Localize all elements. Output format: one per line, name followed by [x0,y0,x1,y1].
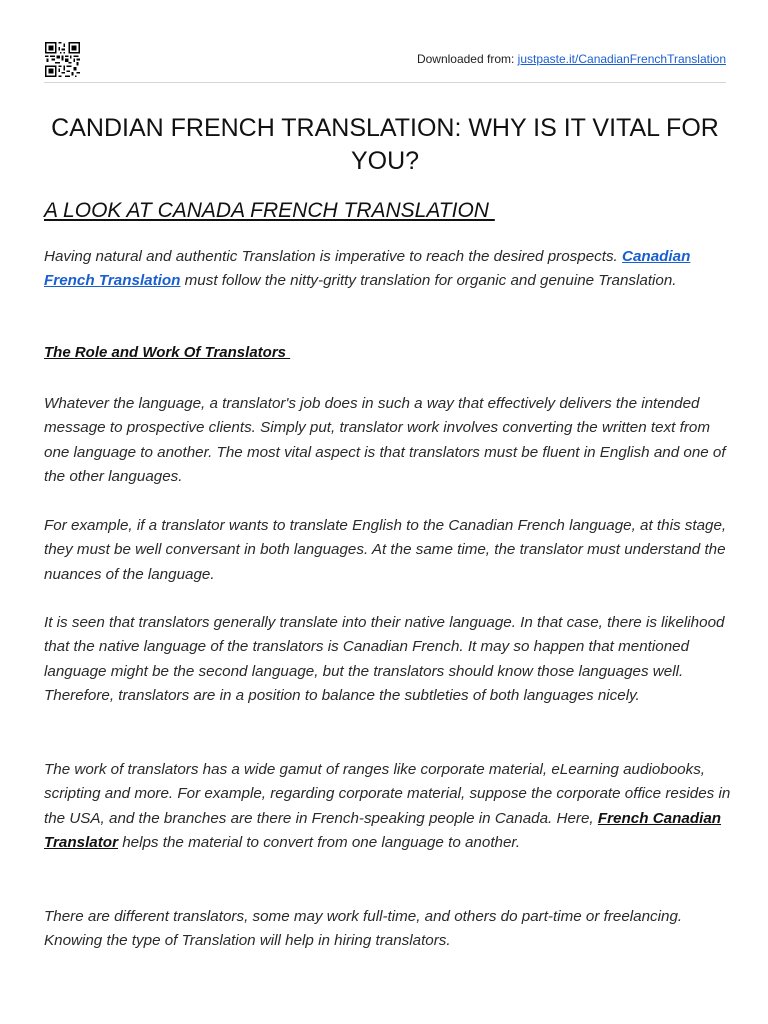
french-canadian-translator-link[interactable]: French Canadian Translator [44,809,722,851]
intro-text-after: must follow the nitty-gritty translation for organic and genuine Translation. [180,272,677,290]
paragraph: For example, if a translator wants to translate English to the Canadian French language, at this stage, they must be well conversant in both languages. At the same time, the translator must understand the nuances of the language. [44,517,727,583]
intro-text-before: Having natural and authentic Translation is imperative to reach the desired prospects. [44,248,622,265]
qr-code-icon [44,42,81,77]
page-title: CANDIAN FRENCH TRANSLATION: WHY IS IT VITAL FOR YOU? [51,114,719,175]
canadian-french-translation-link[interactable]: Canadian French Translation [44,248,691,290]
download-source [417,52,726,66]
last-paragraph: There are different translators, some may work full-time, and others do part-time or freelancing. Knowing the type of Translation will help in hiring translators. [44,908,683,950]
download-source-label: Downloaded from: [416,52,518,66]
paragraph: Whatever the language, a translator's job does in such a way that effectively delivers the intended message to prospective clients. Simply put, translator work involves converting the written text from one language to another. The most vital aspect is that translators must be fluent in English and one of the other languages. [44,395,726,485]
subheading: The Role and Work Of Translators [44,344,291,361]
intro-paragraph [44,245,734,294]
work-paragraph [44,758,734,855]
work-text-before: The work of translators has a wide gamut of ranges like corporate material, eLearning audiobooks, scripting and more. For example, regarding corporate material, suppose the corporate office resides in the USA, and the branches are there in French-speaking people in Canada. Here, [44,761,731,827]
work-text-after: helps the material to convert from one language to another. [118,833,521,851]
section-heading: A LOOK AT CANADA FRENCH TRANSLATION [44,199,495,222]
paragraph: It is seen that translators generally translate into their native language. In that case, there is likelihood that the native language of the translators is Canadian French. It may so happen that mentioned language might be the second language, but the translators should know those languages well. Therefore, translators are in a position to balance the subtleties of both languages nicely. [44,614,725,704]
download-source-link[interactable]: justpaste.it/CanadianFrenchTranslation [517,52,726,66]
page-header [44,42,726,83]
